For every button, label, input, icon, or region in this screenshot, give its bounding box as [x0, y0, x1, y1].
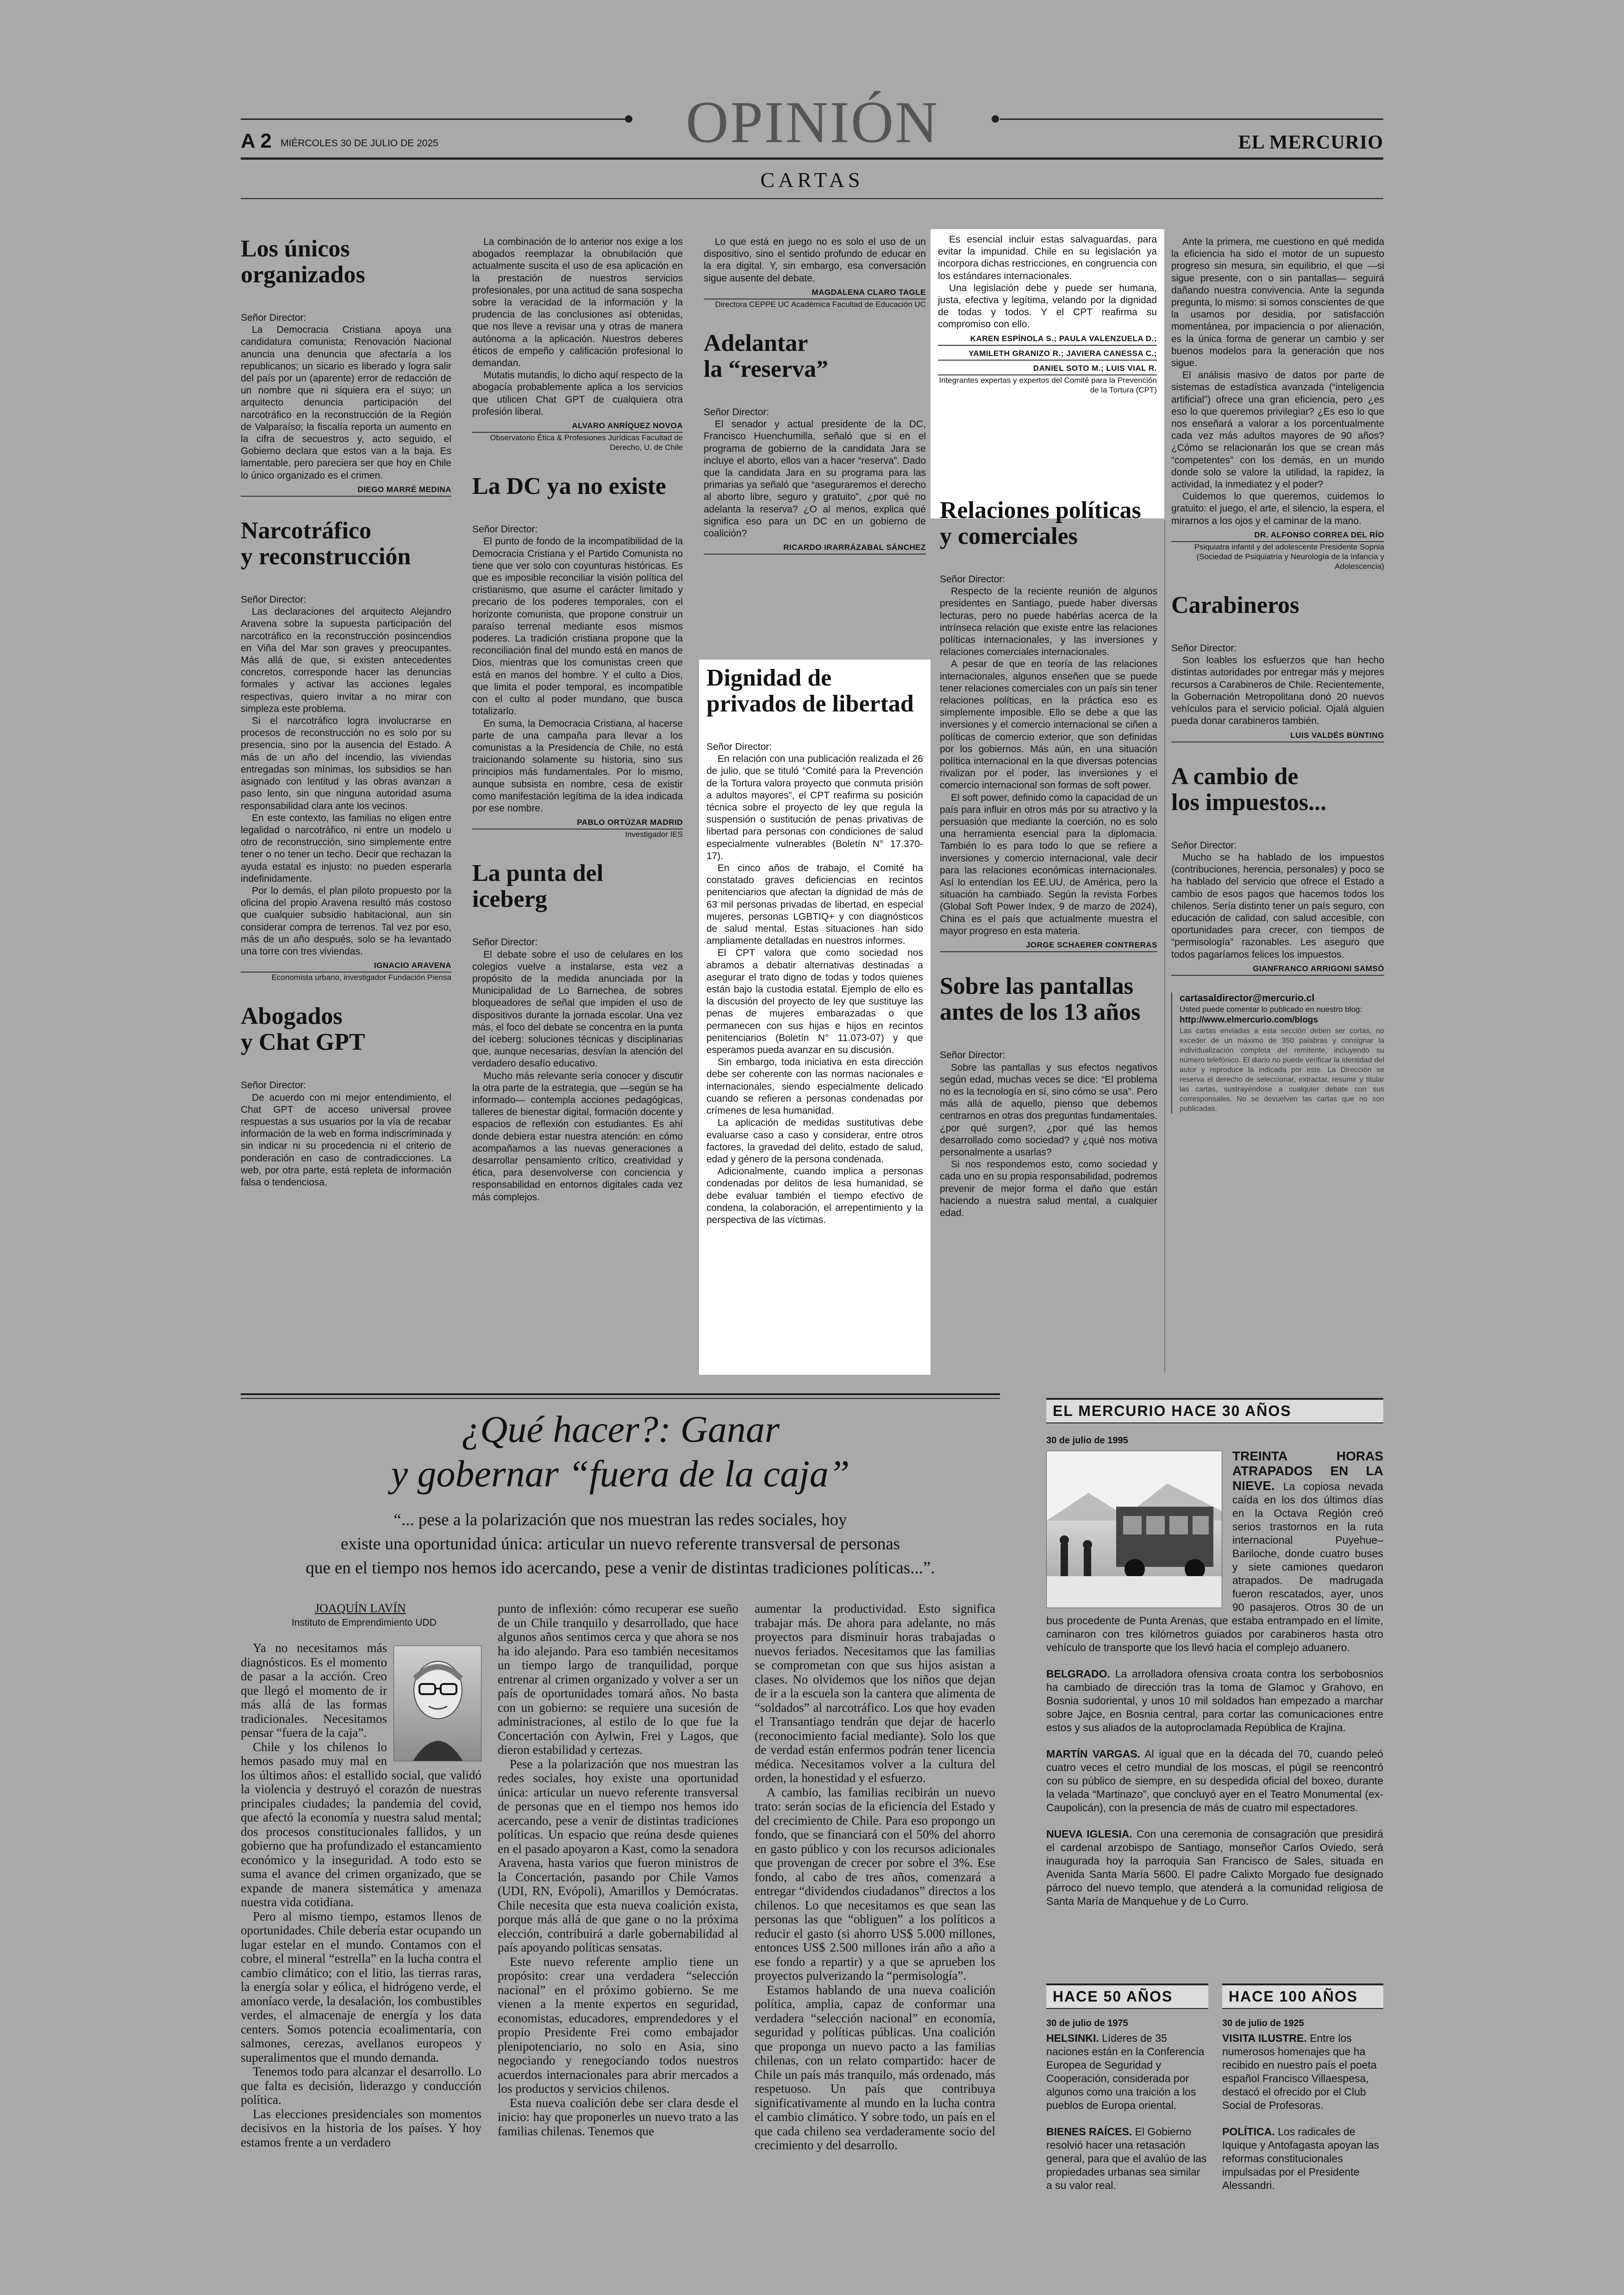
hace-50-date: 30 de julio de 1975: [1046, 2018, 1128, 2028]
hace-100-header: HACE 100 AÑOS: [1222, 1983, 1383, 2009]
letter-title: Dignidad de privados de libertad: [706, 665, 914, 717]
section-divider: [241, 1398, 1000, 1399]
editorial-column-1: [241, 1602, 481, 2149]
letter-body: En suma, la Democracia Cristiana, al hacerse parte de una campaña para llevar a los comunistas a la Presidencia de Chile, no está traicionando solamente su historia, sino sus principios más fundamentales. Por lo mismo, aunque subsista en nombre, cesa de existir como manifestación legítima de la idea indicada por ese nombre.: [472, 718, 683, 814]
editorial-column-3: [755, 1602, 995, 2152]
masthead: [241, 89, 1383, 204]
letter-signature: MAGDALENA CLARO TAGLE: [704, 287, 926, 299]
news-text: Líderes de 35 naciones están en la Conferencia Europea de Seguridad y Cooperación, considerada por algunos como una traición a los pueblos de Europa oriental.: [1046, 2032, 1205, 2111]
letter-body: La aplicación de medidas sustitutivas debe evaluarse caso a caso y considerar, entre otros factores, la gravedad del delito, estado de salud, edad y género de la persona condenada.: [706, 1117, 923, 1165]
letters-column-3: [704, 236, 926, 555]
hace-50-body: [1046, 2032, 1208, 2192]
letter-body: El CPT valora que como sociedad nos abramos a debatir alternativas destinadas a asegurar el trato digno de todas y todos quienes están bajo la custodia estatal. Ejemplo de ello es la discusión del proyecto de ley que sustituye las penas de mujeres embarazadas o que permanecen con sus hijas e hijos en recintos penitenciarios (Boletín N° 11.073-07) y que esperamos pueda avanzar en su discusión.: [706, 948, 923, 1056]
letter-body: Mucho se ha hablado de los impuestos (contribuciones, herencia, personales) y poco se ha hablado del servicio que ofrece el Estado a cambio de esos pagos que hacemos todos los chilenos. Sería distinto tener un país seguro, con educación de calidad, con salud accesible, con oportunidades para crecer, con tiempos de “permisología” razonables. Les aseguro que todos pagaríamos felices los impuestos.: [1171, 852, 1384, 960]
hace-50-anos: [1046, 1983, 1208, 2192]
salutation: Señor Director:: [704, 407, 769, 418]
letter-title: Abogados y Chat GPT: [241, 1003, 365, 1056]
news-headline: TREINTA HORAS ATRAPADOS EN LA NIEVE.: [1232, 1449, 1383, 1493]
letter-carabineros: [1171, 592, 1384, 742]
edition-date: MIÉRCOLES 30 DE JULIO DE 2025: [281, 138, 438, 149]
hace-30-body: [1046, 1449, 1383, 1908]
hace-30-anos: [1046, 1398, 1383, 1908]
editorial-paragraph: Pero al mismo tiempo, estamos llenos de oportunidades. Chile debería estar ocupando un lugar estelar en el mundo. Contamos con el cobre, el mineral “estrella” en la lucha contra el cambio climático; con el litio, las tierras raras, la energía solar y eólica, el hidrógeno verde, el amoníaco verde, la desalación, los combustibles verdes, el almacenaje de energía y los data centers. Somos potencia ecoalimentaria, con salmones, cerezas, avellanos europeos y superalimentos que el mundo demanda.: [241, 1909, 481, 2064]
letter-affiliation: Observatorio Ética & Profesiones Jurídicas Facultad de Derecho, U. de Chile: [490, 433, 683, 452]
letter-affiliation: Integrantes expertas y expertos del Comité para la Prevención de la Tortura (CPT): [939, 376, 1157, 395]
letter-body: Si nos respondemos esto, como sociedad y cada uno en su propia responsabilidad, podremos prevenir de mejor forma el daño que están haciendo a nuestra salud mental, a cualquier edad.: [940, 1159, 1157, 1218]
letter-body: El punto de fondo de la incompatibilidad de la Democracia Cristiana y el Partido Comunista no tiene que ver solo con coyunturas históricas. Es que es imposible reconciliar la visión política del cristianismo, que asume el carácter limitado y precario de los poderes temporales, con el horizonte comunista, que propone construir un paraíso terrenal mediante esos mismos poderes. La tradición cristiana propone que la reconciliación final del mundo está en manos de Dios, mientras que los comunistas creen que está en manos del hombre. Y el culto a Dios, que limita el poder temporal, es incompatible con el culto al poder mundano, que busca totalizarlo.: [472, 536, 683, 717]
author-photo: [394, 1646, 481, 1761]
letter-title: Adelantar la “reserva”: [704, 330, 829, 383]
news-text: Con una ceremonia de consagración que presidirá el cardenal arzobispo de Santiago, monseñor Carlos Oviedo, será inaugurada hoy la parroquia San Francisco de Sales, situada en Avenida Santa María 5600. El padre Calixto Morgado fue designado párroco del nuevo templo, que atenderá a la comunidad religiosa de Santa María de Manquehue y de Lo Curro.: [1046, 1828, 1384, 1907]
letter-body: Una legislación debe y puede ser humana, justa, efectiva y legítima, velando por la dignidad de todas y todos. Y el CPT reafirma su compromiso con ello.: [938, 282, 1157, 330]
letter-body: El soft power, definido como la capacidad de un país para influir en otros más por su atractivo y la persuasión que mediante la coerción, no es solo una herramienta esencial para la diplomacia. También lo es para todo lo que se refiere a inversiones y comercio internacional, vale decir para las relaciones económicas internacionales. Así lo entendían los EE.UU. de América, pero la situación ha cambiado. Según la revista Forbes (Global Soft Power Index, 9 de marzo de 2024), China es el país que actualmente muestra el mayor progreso en esta materia.: [940, 792, 1157, 936]
letter-dignidad-part1: [699, 660, 931, 1375]
news-text: El Gobierno resolvió hacer una retasación general, para que el avalúo de las propiedades urbanas sea similar a su valor real.: [1046, 2126, 1207, 2191]
blog-note: Usted puede comentar lo publicado en nuestro blog:: [1180, 1005, 1362, 1014]
letter-body: De acuerdo con mi mejor entendimiento, el Chat GPT de acceso universal provee respuestas a sus usuarios por la vía de recabar información de la web en forma indiscriminada y sin indicar ni su procedencia ni el criterio de ponderación en caso de contradicciones. La web, por otra parte, está repleta de información falsa o tendenciosa.: [241, 1092, 451, 1188]
letters-column-2: [472, 236, 683, 1204]
letter-body: Por lo demás, el plan piloto propuesto por la oficina del propio Aravena resultó más costoso que cualquier subsidio habitacional, aun sin considerar compra de terrenos. Tal vez por eso, más de un año después, solo se ha levantado una torre con tres viviendas.: [241, 885, 451, 957]
letter-abogados: [241, 1004, 451, 1189]
letter-body: En cinco años de trabajo, el Comité ha constatado graves deficiencias en recintos penitenciarios que afectan la dignidad de más de 63 mil personas privadas de libertad, en especial mujeres, personas LGBTIQ+ y con diagnósticos de salud mental. Estas situaciones han sido ampliamente detalladas en nuestros informes.: [706, 863, 923, 947]
letter-body: A pesar de que en teoría de las relaciones internacionales, algunos enseñen que se puede tener relaciones comerciales con un país sin tener relaciones políticas, en la práctica eso es simplemente imposible. Ello se debe a que las inversiones y el comercio internacional se ciñen a políticas de comercio exterior, que son definidas por los gobiernos. Más aún, en una situación política internacional en la que diversas potencias rivalizan por el poder, las inversiones y el comercio internacional son formas de soft power.: [940, 659, 1157, 791]
ornament-dot: [625, 115, 632, 123]
portrait-icon: [394, 1646, 481, 1761]
letter-signature: KAREN ESPÍNOLA S.; PAULA VALENZUELA D.;: [938, 333, 1157, 346]
letter-body: El análisis masivo de datos por parte de sistemas de estadística avanzada (“inteligencia artificial”) ofrece una gran eficiencia, pero ¿es eso lo que queremos privilegiar? ¿Es eso lo que nos enseñará a valorar a los porcentualmente cada vez más adultos mayores de 90 años? ¿Cómo se relacionarán los que se crean más “competentes” con los demás, en un mundo donde solo se valore la utilidad, la rapidez, la actividad, la inmediatez y el poder?: [1171, 370, 1384, 490]
editorial-paragraph: aumentar la productividad. Esto significa trabajar más. De ahora para adelante, no más proyectos para disminuir horas trabajadas o nuevos feriados. Necesitamos que las familias se comprometan con que sus hijos asistan a clases. No olvidemos que los niños que dejan de ir a la escuela son la cantera que alimenta de “soldados” al narcotráfico. Los que hoy evaden el Transantiago tendrán que dejar de hacerlo (reconocimiento facial mediante). Solo los que de verdad están enfermos podrán tener licencia médica. Necesitamos volver a la cultura del orden, la honestidad y el esfuerzo.: [755, 1602, 995, 1785]
letter-dc: [472, 474, 683, 839]
archive-photo: [1046, 1451, 1222, 1608]
hace-30-date: 30 de julio de 1995: [1046, 1435, 1128, 1446]
letter-body: En relación con una publicación realizada el 26 de julio, que se tituló “Comité para la Prevención de la Tortura valora proyecto que conmuta prisión a adultos mayores”, el CPT reafirma su posición técnica sobre el proyecto de ley que regula la suspensión o sustitución de penas privativas de libertad para personas con condiciones de salud especialmente vulnerables (Boletín N° 17.370-17).: [706, 754, 923, 861]
letter-narco: [241, 518, 451, 982]
letter-reserva: [704, 331, 926, 555]
editorial-pullquote: “... pese a la polarización que nos muestran las redes sociales, hoy existe una oportunidad única: articular un nuevo referente transversal de personas que en el tiempo nos hemos ido acercando, pese a venir de distintas tradiciones políticas...”.: [306, 1510, 935, 1578]
hace-50-header: HACE 50 AÑOS: [1046, 1983, 1208, 2009]
editorial-paragraph: punto de inflexión: cómo recuperar ese sueño de un Chile tranquilo y desarrollado, que hace algunos años sentimos cerca y que ahora se nos ha ido alejando. Para eso también necesitamos un tiempo largo de tranquilidad, porque entrenar al crimen organizado y volver a ser un país de oportunidades tomará años. No basta con un gobierno: se requiere una sucesión de administraciones, al estilo de lo que fue la Concertación con Aylwin, Frei y Lagos, que dieron estabilidad y certezas.: [498, 1602, 738, 1757]
editorial-column-2: [498, 1602, 738, 2138]
ornament-dot: [992, 115, 999, 123]
letter-affiliation: Economista urbano, investigador Fundación Piensa: [271, 973, 451, 982]
letter-signature: IGNACIO ARAVENA: [241, 960, 451, 973]
salutation: Señor Director:: [706, 742, 772, 752]
editorial-paragraph: Chile y los chilenos lo hemos pasado muy mal en los últimos años: el estallido social, que validó la violencia y destruyó el corazón de nuestras principales ciudades; la pandemia del covid, que afectó la economía y nuestra salud mental; dos procesos constitucionales fallidos, y un gobierno que ha profundizado el estancamiento económico y la inseguridad. A todo esto se suma el avance del crimen organizado, que se expande de manera sistemática y amenaza nuestra vida cotidiana.: [241, 1740, 481, 1909]
letter-body: El senador y actual presidente de la DC, Francisco Huenchumilla, señaló que si en el programa de gobierno de la candidata Jara se incluye el aborto, ellos van a hacer “reserva”. Dado que la candidata Jara en su programa para las primarias ya señaló que “aseguraremos el derecho al aborto libre, seguro y gratuito”, ¿por qué no adelanta la reserva? ¿O al menos, explica qué significa eso para un DC en un gobierno de coalición?: [704, 419, 926, 539]
news-text: Los radicales de Iquique y Antofagasta apoyan las reformas constitucionales impulsadas por el Presidente Alessandri.: [1222, 2126, 1379, 2191]
editorial-title: ¿Qué hacer?: Ganar y gobernar “fuera de la caja”: [391, 1408, 850, 1495]
letters-column-1: [241, 236, 451, 1189]
letter-body: Mucho más relevante sería conocer y discutir la otra parte de la estrategia, que —según se ha informado— contempla acciones pedagógicas, talleres de bienestar digital, formación docente y espacios de reflexión con estudiantes. Es ahí donde debiera estar nuestra atención: en cómo acompañamos a las nuevas generaciones a desarrollar pensamiento crítico, creatividad y ética, para desenvolverse con conciencia y responsabilidad en entornos digitales cada vez más complejos.: [472, 1070, 683, 1203]
salutation: Señor Director:: [940, 1050, 1006, 1061]
hace-100-body: [1222, 2032, 1383, 2192]
news-text: La copiosa nevada caída en los dos últimos días en la Octava Región creó serios trastornos en la ruta internacional Puyehue–Bariloche, donde cuatro buses y siete camiones quedaron atrapados. De madrugada fueron rescatados, ayer, unos 90 pasajeros. Otros 30 de un bus procedente de Punta Arenas, que estaba entrampado en el límite, caminaron con tres kilómetros guiados por carabineros hasta otro vehículo de transporte que los llevó hacia el complejo aduanero.: [1046, 1480, 1383, 1653]
news-headline: POLÍTICA.: [1222, 2126, 1275, 2138]
editorial-paragraph: Tenemos todo para alcanzar el desarrollo. Lo que falta es decisión, liderazgo y conducción política.: [241, 2064, 481, 2107]
salutation: Señor Director:: [1171, 643, 1237, 654]
news-text: La arrolladora ofensiva croata contra los serbobosnios ha cambiado de dirección tras la toma de Glamoc y Grahovo, en Bosnia sudoriental, y unos 10 mil soldados han empezado a marchar sobre Jajce, en Bosnia central, para cortar las comunicaciones entre estos y sus aliados de la autoproclamada República de Krajina.: [1046, 1668, 1383, 1734]
letter-title: Carabineros: [1171, 592, 1299, 619]
news-headline: VISITA ILUSTRE.: [1222, 2032, 1307, 2044]
editorial-paragraph: Pese a la polarización que nos muestran las redes sociales, hoy existe una oportunidad única: articular un nuevo referente transversal de personas que en el tiempo nos hemos ido acercando, pese a venir de distintas tradiciones políticas. Un espacio que reúna desde quienes en el pasado apoyaron a Kast, como la senadora Aravena, hasta varios que fueron ministros de la Concertación, pasando por Chile Vamos (UDI, RN, Evópoli), Amarillos y Demócratas. Chile necesita que esta nueva coalición exista, porque más allá de que gane o no la próxima elección, contribuirá a darle gobernabilidad al país apoyando políticas sensatas.: [498, 1757, 738, 1954]
letter-body: Adicionalmente, cuando implica a personas condenadas por delitos de lesa humanidad, se debe evaluar también el tiempo efectivo de condena, la colaboración, el arrepentimiento y la perspectiva de las víctimas.: [706, 1166, 923, 1225]
hace-100-anos: [1222, 1983, 1383, 2192]
letter-body: Si el narcotráfico logra involucrarse en procesos de reconstrucción no es solo por su presencia, sino por la ausencia del Estado. A más de un año del incendio, las viviendas entregadas son mínimas, los subsidios se han asignado con lentitud y las obras avanzan a paso lento, sin que ninguna autoridad asuma responsabilidad clara ante los vecinos.: [241, 716, 451, 811]
salutation: Señor Director:: [940, 574, 1006, 585]
letter-signature: JORGE SCHAERER CONTRERAS: [940, 939, 1157, 952]
newspaper-name: EL MERCURIO: [1238, 132, 1383, 153]
letter-iceberg: [472, 861, 683, 1203]
editorial-paragraph: Las elecciones presidenciales son momentos decisivos en la historia de los países. Y hoy estamos frente a un verdadero: [241, 2107, 481, 2149]
letter-body: La Democracia Cristiana apoya una candidatura comunista; Renovación Nacional anuncia una denuncia que afectaría a los republicanos; un sicario es liberado y logra salir del país por un (aparente) error de redacción de un nombre que ni siquiera era el suyo; un arquitecto denuncia participación del narcotráfico en la reconstrucción de la Región de Valparaíso; la fiscalía reporta un aumento en la cifra de secuestros y, acto seguido, el Gobierno declara que estos van a la baja. Es lamentable, pero pareciera ser que hoy en Chile lo único organizado es el crimen.: [241, 324, 451, 481]
news-text: Al igual que en la década del 70, cuando peleó cuatro veces el cetro mundial de los moscas, el púgil se reencontró con su público de siempre, en su despedida oficial del boxeo, durante la velada “Martinazo”, que concluyó ayer en el Teatro Monumental (ex-Caupolicán), con la presencia de más de cuatro mil espectadores.: [1046, 1748, 1383, 1814]
editorial-paragraph: Estamos hablando de una nueva coalición política, amplia, capaz de conformar una verdadera “selección nacional” en economía, seguridad y políticas públicas. Una coalición que proponga un nuevo pacto a las familias chilenas, con un relato compartido: hacer de Chile un país más tranquilo, más ordenado, más respetuoso. Un país que contribuya significativamente al mundo en la lucha contra el cambio climático. Y sobre todo, un país en el que cada chileno sea verdaderamente socio del crecimiento y del desarrollo.: [755, 1983, 995, 2152]
letter-body: Las declaraciones del arquitecto Alejandro Aravena sobre la supuesta participación del narcotráfico en la reconstrucción posincendios en Viña del Mar son graves y preocupantes. Más allá de que, si existen antecedentes concretos, corresponde hacer las denuncias formales y activar las acciones legales respectivas, quiero invitar a no mirar con simpleza este problema.: [241, 606, 451, 714]
letter-signature: ALVARO ANRÍQUEZ NOVOA: [472, 420, 683, 433]
section-title: OPINIÓN: [686, 89, 939, 155]
contact-box: [1171, 992, 1384, 1114]
editorial: [241, 1407, 1000, 2264]
letter-signature: YAMILETH GRANIZO R.; JAVIERA CANESSA C.;: [938, 348, 1157, 361]
news-headline: BELGRADO.: [1046, 1668, 1110, 1680]
letters-rules: Las cartas enviadas a esta sección deben ser cortas, no exceder de un máximo de 350 palabras y consignar la individualización completa del remitente, incluyendo su número telefónico. El diario no puede verificar la identidad del autor y reproduce la indicada por este. La Dirección se reserva el derecho de seleccionar, extractar, resumir y titular las cartas, sustrayéndose a cualquier debate con sus corresponsales. No se devuelven las cartas que no son publicadas.: [1180, 1027, 1384, 1113]
blog-link[interactable]: http://www.elmercurio.com/blogs: [1180, 1015, 1318, 1025]
letter-affiliation: Directora CEPPE UC Académica Facultad de Educación UC: [715, 300, 926, 309]
letter-body: La combinación de lo anterior nos exige a los abogados reemplazar la obnubilación que actualmente suscita el uso de esa aplicación en la prestación de nuestros servicios profesionales, por una actitud de sana sospecha sobre la veracidad de la información y la prudencia de las conclusiones así obtenidas, que nos lleve a revisar una y otras de manera autónoma a la aplicación. Nuestros deberes éticos de empeño y calificación profesional lo demandan.: [472, 237, 683, 369]
salutation: Señor Director:: [241, 312, 306, 323]
letter-body: Lo que está en juego no es solo el uso de un dispositivo, sino el sentido profundo de educar en la era digital. Y, sin embargo, esa conversación sigue ausente del debate.: [704, 237, 926, 284]
salutation: Señor Director:: [472, 937, 538, 948]
letter-body: Es esencial incluir estas salvaguardas, para evitar la impunidad. Chile en su legislación ya incorpora dichas restricciones, en congruencia con los estándares internacionales.: [938, 234, 1157, 281]
salutation: Señor Director:: [1171, 840, 1237, 851]
letter-body: Ante la primera, me cuestiono en qué medida la eficiencia ha sido el motor de un supuesto progreso sin mesura, sin equilibrio, el que —si sigue presente, con o sin pantallas— seguirá dañando nuestra convivencia. Ante la segunda pregunta, lo mismo: si somos conscientes de que la usamos por desidia, por satisfacción momentánea, por impaciencia o por alienación, es la única forma de generar un cambio y ser buenos modelos para la generación que nos sigue.: [1171, 237, 1384, 369]
letter-relaciones: [940, 498, 1157, 952]
letter-affiliation: Investigador IES: [625, 830, 683, 839]
news-text: Entre los numerosos homenajes que ha recibido en nuestro país el poeta español Francisco Villaespesa, destacó el ofrecido por el Club Social de Profesoras.: [1222, 2032, 1377, 2111]
section-divider: [241, 1393, 1000, 1395]
page-number: A 2: [241, 130, 272, 152]
author-name: JOAQUÍN LAVÍN: [315, 1602, 406, 1615]
letter-impuestos: [1171, 764, 1384, 976]
letter-signature: GIANFRANCO ARRIGONI SAMSÓ: [1171, 963, 1384, 976]
letter-affiliation: Psiquiatra infantil y del adolescente Presidente Sopnia (Sociedad de Psiquiatría y Neurología de la Infancia y Adolescencia): [1194, 543, 1384, 571]
salutation: Señor Director:: [241, 594, 306, 605]
letter-body: Sin embargo, toda iniciativa en esta dirección debe ser coherente con las normas nacionales e internacionales, siendo especialmente delicado cuando se refieren a personas condenadas por crímenes de lesa humanidad.: [706, 1057, 923, 1116]
letter-title: A cambio de los impuestos...: [1171, 763, 1327, 816]
column-divider: [1164, 521, 1165, 1372]
subsection-title: CARTAS: [760, 168, 864, 192]
letter-title: La DC ya no existe: [472, 473, 666, 500]
letter-unicos: [241, 236, 451, 497]
letter-signature: DIEGO MARRÉ MEDINA: [241, 484, 451, 497]
letters-column-4: [940, 498, 1157, 1219]
letter-title: Sobre las pantallas antes de los 13 años: [940, 973, 1141, 1026]
editorial-paragraph: Esta nueva coalición debe ser clara desde el inicio: hay que proponerles un nuevo trato a las familias chilenas. Tenemos que: [498, 2095, 738, 2138]
letter-title: Narcotráfico y reconstrucción: [241, 518, 411, 570]
letter-pantallas: [940, 973, 1157, 1219]
letter-body: Sobre las pantallas y sus efectos negativos según edad, muchas veces se dice: “El problema no es la tecnología en sí, sino cómo se usa”. Pero más allá de aquello, pienso que debemos centrarnos en otras dos preguntas fundamentales. ¿por qué surgen?, ¿por qué las hemos desarrollado como sociedad? y ¿qué nos motiva personalmente a usarlas?: [940, 1062, 1157, 1158]
news-headline: MARTÍN VARGAS.: [1046, 1748, 1141, 1760]
author-institution: Instituto de Emprendimiento UDD: [292, 1617, 437, 1628]
letter-body: Cuidemos lo que queremos, cuidemos lo gratuito: el juego, el arte, el silencio, la espera, el mirarnos a los ojos y el caminar de la mano.: [1171, 491, 1384, 526]
hace-30-header: EL MERCURIO HACE 30 AÑOS: [1046, 1398, 1383, 1423]
letter-title: La punta del iceberg: [472, 860, 604, 913]
letter-signature: DANIEL SOTO M.; LUIS VIAL R.: [938, 362, 1157, 375]
letter-signature: PABLO ORTÚZAR MADRID: [472, 817, 683, 829]
news-headline: BIENES RAÍCES.: [1046, 2126, 1132, 2138]
letter-signature: DR. ALFONSO CORREA DEL RÍO: [1171, 529, 1384, 542]
letter-title: Los únicos organizados: [241, 236, 365, 288]
letter-signature: RICARDO IRARRÁZABAL SÁNCHEZ: [704, 542, 926, 555]
letters-column-5: [1171, 236, 1384, 1114]
letter-title: Relaciones políticas y comerciales: [940, 497, 1141, 549]
letter-body: En este contexto, las familias no eligen entre legalidad o narcotráfico, ni entre un modelo u otro de reconstrucción, sino simplemente entre tener o no tener un techo. Decir que rechazan la ayuda estatal es injusto: no pueden esperarla indefinidamente.: [241, 812, 451, 884]
letter-body: Mutatis mutandis, lo dicho aquí respecto de la abogacía probablemente aplica a los servicios que utilicen Chat GPT de cualquiera otra profesión liberal.: [472, 370, 683, 417]
letter-body: El debate sobre el uso de celulares en los colegios vuelve a instalarse, esta vez a propósito de la medida anunciada por la Municipalidad de Lo Barnechea, de sobres bloqueadores de señal que impiden el uso de dispositivos durante la jornada escolar. Una vez más, el foco del debate se concentra en la punta del iceberg: soluciones técnicas y disciplinarias que, aunque necesarias, desvían la atención del verdadero desafío educativo.: [472, 949, 683, 1069]
letter-body: Respecto de la reciente reunión de algunos presidentes en Santiago, puede haber diversas lecturas, pero no puede habérlas acerca de la intrínseca relación que existe entre las relaciones políticas internacionales, y las inversiones y relaciones comerciales internacionales.: [940, 586, 1157, 658]
letter-body: Son loables los esfuerzos que han hecho distintas autoridades por entregar más y mejores recursos a Carabineros de Chile. Recientemente, la Gobernación Metropolitana donó 20 nuevos vehículos para el servicio policial. Ojalá alguien pueda donar carabineros también.: [1171, 655, 1384, 727]
hace-100-date: 30 de julio de 1925: [1222, 2018, 1304, 2028]
salutation: Señor Director:: [472, 524, 538, 535]
editorial-paragraph: Ya no necesitamos más diagnósticos. Es el momento de pasar a la acción. Creo que llegó el momento de ir más allá de las formas tradicionales. Necesitamos pensar “fuera de la caja”.: [241, 1641, 387, 1740]
email-link[interactable]: cartasaldirector@mercurio.cl: [1180, 992, 1315, 1004]
letter-dignidad-part2: [931, 229, 1164, 518]
salutation: Señor Director:: [241, 1080, 306, 1091]
news-headline: NUEVA IGLESIA.: [1046, 1828, 1132, 1840]
news-headline: HELSINKI.: [1046, 2032, 1099, 2044]
letter-signature: LUIS VALDÉS BÜNTING: [1171, 730, 1384, 742]
editorial-paragraph: A cambio, las familias recibirán un nuevo trato: serán socias de la eficiencia del Estado y del crecimiento de Chile. Para eso propongo un fondo, que se financiará con el 50% del ahorro en gasto público y con los recursos adicionales que provengan de crecer por sobre el 3%. Ese fondo, al cabo de tres años, comenzará a entregar “dividendos ciudadanos” directos a los chilenos. Lo que necesitamos es que sean las personas las que “obliguen” a los políticos a reducir el gasto (si ahorro US$ 5.000 millones, entonces US$ 2.500 millones irán año a año a ese fondo a repartir) y a que se aprueben los proyectos pulverizando la “permisología”.: [755, 1785, 995, 1983]
snow-bus-photo-icon: [1047, 1451, 1222, 1608]
editorial-paragraph: Este nuevo referente amplio tiene un propósito: crear una verdadera “selección nacional” en el próximo gobierno. Se me vienen a la mente expertos en seguridad, economistas, educadores, emprendedores y el propio Presidente Frei como embajador plenipotenciario, no solo en Asia, sino negociando y renegociando todos nuestros acuerdos internacionales para abrir mercados a los productos y servicios chilenos.: [498, 1954, 738, 2095]
